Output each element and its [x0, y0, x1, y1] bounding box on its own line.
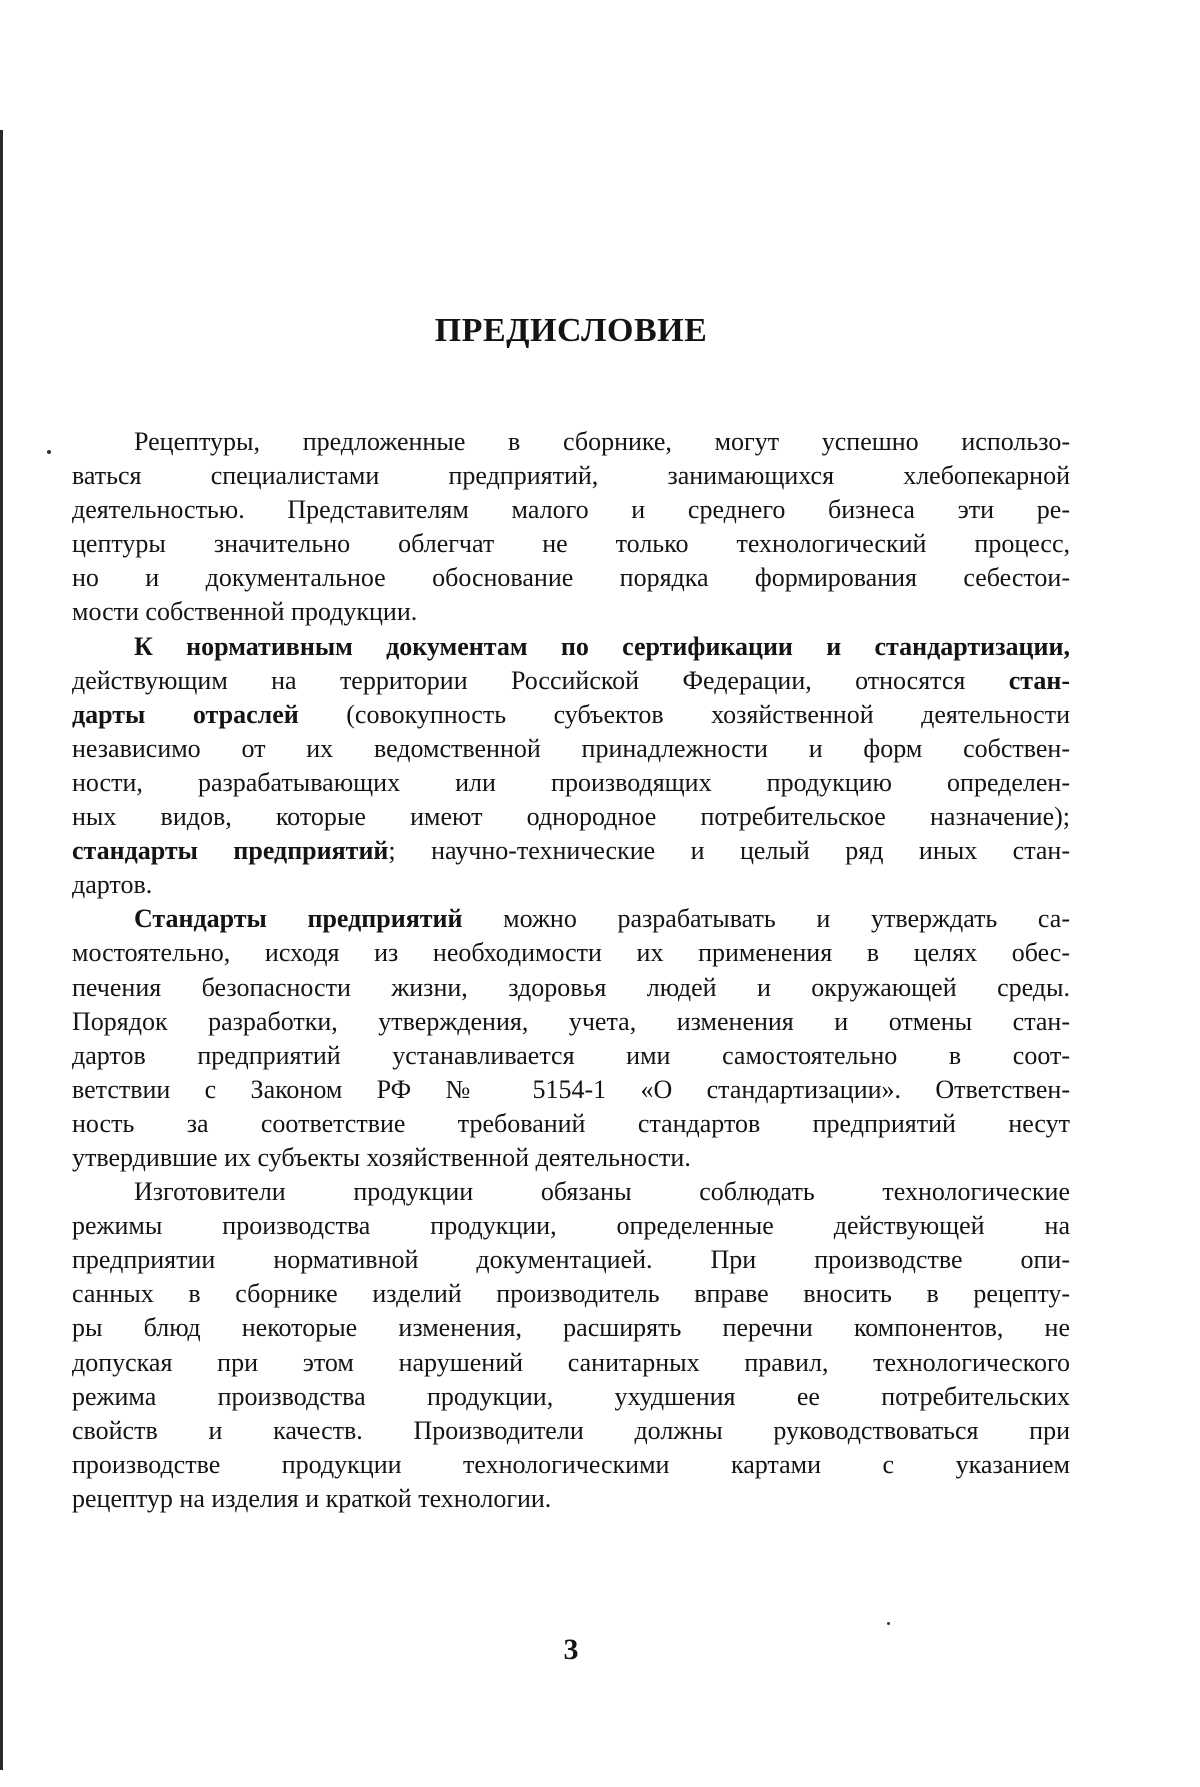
page-number: 3 [563, 1633, 579, 1666]
scan-speck [47, 450, 51, 454]
text-line [72, 732, 1070, 766]
text-line [72, 1311, 1070, 1345]
text-line [72, 1482, 1070, 1516]
text-line [72, 1107, 1070, 1141]
text-line [72, 459, 1070, 493]
bold-term: стандарты предприятий [72, 836, 389, 866]
scan-edge-line [0, 130, 3, 1770]
text-run: действующим на территории Российской Федерации, относятся [72, 665, 1009, 695]
scan-speck [887, 1622, 890, 1625]
text-line [72, 1209, 1070, 1243]
bold-term: стан- [1008, 665, 1070, 695]
text-line [72, 834, 1070, 868]
text-line [72, 595, 1070, 629]
bold-term: К нормативным документам по сертификации и стандартизации, [134, 631, 1070, 661]
text-line [72, 493, 1070, 527]
paragraph [72, 1175, 1070, 1516]
text-line [72, 1175, 1070, 1209]
text-run: ветствии с Законом РФ № 5154-1 «О стандартизации». Ответствен- [72, 1074, 1070, 1104]
text-run: дартов предприятий устанавливается ими самостоятельно в соот- [72, 1040, 1070, 1070]
text-line [72, 902, 1070, 936]
body-text [72, 425, 1070, 1516]
paragraph [72, 425, 1070, 630]
text-line [72, 800, 1070, 834]
text-run: свойств и качеств. Производители должны руководствоваться при [72, 1415, 1070, 1445]
text-line [72, 1414, 1070, 1448]
text-run: ры блюд некоторые изменения, расширять перечни компонентов, не [72, 1313, 1070, 1343]
text-run: допуская при этом нарушений санитарных правил, технологического [72, 1347, 1070, 1377]
text-run: ности, разрабатывающих или производящих продукцию определен- [72, 767, 1070, 797]
text-run: ваться специалистами предприятий, занимающихся хлебопекарной [72, 461, 1070, 491]
text-run: независимо от их ведомственной принадлежности и форм собствен- [72, 733, 1070, 763]
text-line [72, 1380, 1070, 1414]
text-line [72, 766, 1070, 800]
text-line [72, 527, 1070, 561]
text-run: ных видов, которые имеют однородное потребительское назначение); [72, 802, 1070, 832]
text-line [72, 561, 1070, 595]
bold-term: Стандарты предприятий [134, 904, 463, 934]
paragraph [72, 902, 1070, 1175]
text-run: можно разрабатывать и утверждать са- [462, 904, 1070, 934]
text-run: ; научно-технические и целый ряд иных стан- [388, 836, 1070, 866]
text-run: дартов. [72, 870, 153, 900]
text-run: Изготовители продукции обязаны соблюдать технологические [134, 1177, 1070, 1207]
text-line [72, 1039, 1070, 1073]
text-run: рецептур на изделия и краткой технологии. [72, 1483, 552, 1513]
paragraph [72, 630, 1070, 903]
text-run: но и документальное обоснование порядка формирования себестои- [72, 563, 1070, 593]
page-title: ПРЕДИСЛОВИЕ [434, 312, 708, 349]
text-line [72, 1005, 1070, 1039]
text-line [72, 630, 1070, 664]
text-line [72, 425, 1070, 459]
text-line [72, 1448, 1070, 1482]
document-page [72, 0, 1070, 1787]
text-run: Рецептуры, предложенные в сборнике, могут успешно использо- [134, 427, 1070, 456]
text-run: мостоятельно, исходя из необходимости их применения в целях обес- [72, 938, 1070, 968]
bold-term: дарты отраслей [72, 699, 299, 729]
text-line [72, 936, 1070, 970]
text-run: Порядок разработки, утверждения, учета, изменения и отмены стан- [72, 1006, 1070, 1036]
text-run: утвердившие их субъекты хозяйственной деятельности. [72, 1142, 691, 1172]
text-line [72, 971, 1070, 1005]
text-run: цептуры значительно облегчат не только технологический процесс, [72, 529, 1070, 559]
text-run: ность за соответствие требований стандартов предприятий несут [72, 1108, 1070, 1138]
text-run: режимы производства продукции, определенные действующей на [72, 1211, 1070, 1241]
text-line [72, 1141, 1070, 1175]
text-run: режима производства продукции, ухудшения ее потребительских [72, 1381, 1070, 1411]
text-run: (совокупность субъектов хозяйственной деятельности [298, 699, 1070, 729]
text-line [72, 664, 1070, 698]
text-run: санных в сборнике изделий производитель вправе вносить в рецепту- [72, 1279, 1070, 1309]
text-line [72, 1243, 1070, 1277]
text-run: деятельностью. Представителям малого и среднего бизнеса эти ре- [72, 495, 1070, 525]
text-line [72, 1346, 1070, 1380]
text-run: предприятии нормативной документацией. При производстве опи- [72, 1245, 1070, 1275]
text-run: производстве продукции технологическими картами с указанием [72, 1449, 1070, 1479]
text-line [72, 698, 1070, 732]
text-line [72, 1277, 1070, 1311]
text-run: печения безопасности жизни, здоровья людей и окружающей среды. [72, 972, 1070, 1002]
text-line [72, 1073, 1070, 1107]
text-line [72, 868, 1070, 902]
text-run: мости собственной продукции. [72, 597, 418, 627]
